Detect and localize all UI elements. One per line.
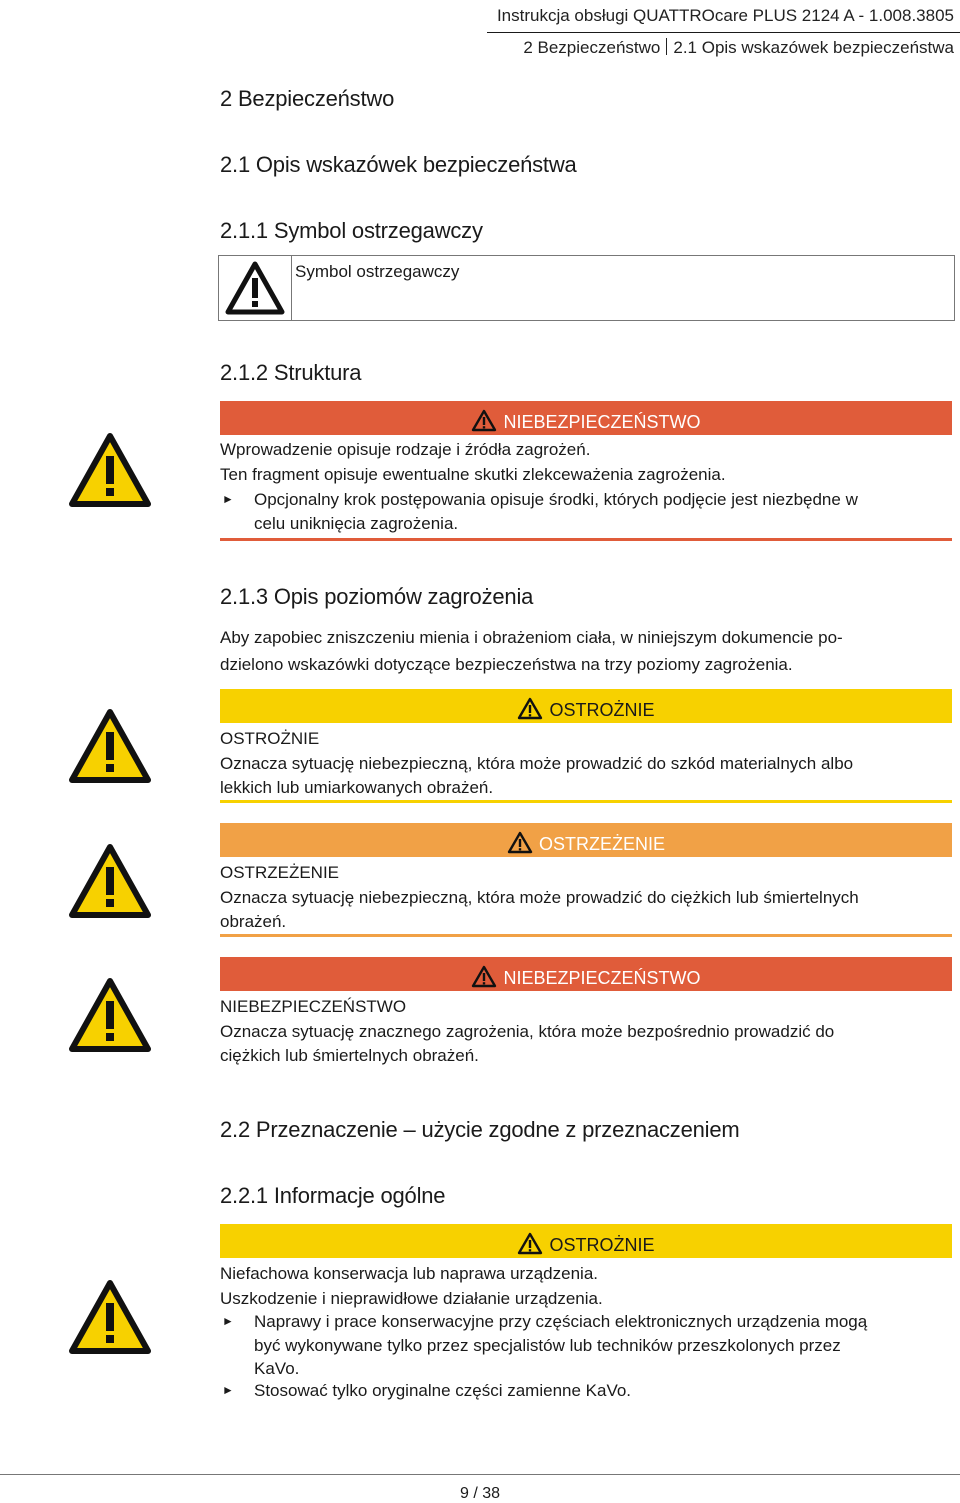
heading-safety-notes: 2.1 Opis wskazówek bezpieczeństwa [220,152,577,177]
caution-desc-line2: lekkich lub umiarkowanych obrażeń. [220,778,494,797]
warning-bottom-rule [220,934,952,937]
warning-desc-line2: obrażeń. [220,912,287,931]
warning-desc-line1: Oznacza sytuację niebezpieczną, która może prowadzić do ciężkich lub śmiertelnych [220,888,859,907]
warning-triangle-icon [219,256,292,320]
danger-level-icon [68,977,152,1053]
small-warning-icon [471,409,497,432]
general-caution-bar-label: OSTROŻNIE [549,1235,655,1255]
caution-warning-icon [68,708,152,784]
breadcrumb-subsection: 2.1 Opis wskazówek bezpieczeństwa [673,38,954,57]
danger-warning-icon [68,432,152,508]
warning-bar [220,823,952,857]
header-breadcrumb [523,38,954,58]
caution-bar [220,689,952,723]
warning-bar-label: OSTRZEŻENIE [538,834,665,854]
warning-symbol-table [218,255,955,321]
danger-level-bar-label: NIEBEZPIECZEŃSTWO [503,968,701,988]
danger-bar-label: NIEBEZPIECZEŃSTWO [503,412,701,432]
footer-divider [0,1474,960,1475]
general-caution-bar [220,1224,952,1258]
danger-desc-line2: ciężkich lub śmiertelnych obrażeń. [220,1046,479,1065]
warning-title: OSTRZEŻENIE [220,863,340,882]
heading-intended-use: 2.2 Przeznaczenie – użycie zgodne z przeznaczeniem [220,1117,740,1142]
caution-bottom-rule [220,800,952,803]
general-caution-step1-line1: Naprawy i prace konserwacyjne przy częściach elektronicznych urządzenia mogą [254,1312,868,1331]
page-number: 9 / 38 [459,1485,501,1502]
caution-bar-label: OSTROŻNIE [549,700,655,720]
breadcrumb-section: 2 Bezpieczeństwo [523,38,661,57]
header-divider [487,32,960,33]
bullet-arrow-icon: ► [222,1314,234,1328]
danger-bar [220,401,952,435]
warning-symbol-label: Symbol ostrzegawczy [295,262,460,281]
document-title: Instrukcja obsługi QUATTROcare PLUS 2124 A - 1.008.3805 [496,6,954,25]
heading-hazard-levels: 2.1.3 Opis poziomów zagrożenia [220,584,534,609]
general-caution-step1-line2: być wykonywane tylko przez specjalistów lub techników przeszkolonych przez [254,1336,841,1355]
structure-step-line2: celu uniknięcia zagrożenia. [254,514,459,533]
heading-safety: 2 Bezpieczeństwo [220,86,395,111]
danger-level-bar [220,957,952,991]
structure-step-line1: Opcjonalny krok postępowania opisuje środki, których podjęcie jest niezbędne w [254,490,858,509]
caution-desc-line1: Oznacza sytuację niebezpieczną, która może prowadzić do szkód materialnych albo [220,754,854,773]
general-caution-step2: Stosować tylko oryginalne części zamienne KaVo. [254,1381,632,1400]
bullet-arrow-icon: ► [222,1383,234,1397]
heading-structure: 2.1.2 Struktura [220,360,362,385]
heading-general-info: 2.2.1 Informacje ogólne [220,1183,446,1208]
danger-desc-line1: Oznacza sytuację znacznego zagrożenia, która może bezpośrednio prowadzić do [220,1022,835,1041]
small-warning-icon [517,697,543,720]
bullet-arrow-icon: ► [222,492,234,506]
levels-intro-line1: Aby zapobiec zniszczeniu mienia i obrażeniom ciała, w niniejszym dokumencie po- [220,628,843,647]
heading-warning-symbol: 2.1.1 Symbol ostrzegawczy [220,218,483,243]
small-warning-icon [471,965,497,988]
caution-general-icon [68,1279,152,1355]
danger-bottom-rule [220,538,952,541]
danger-title: NIEBEZPIECZEŃSTWO [220,997,407,1016]
warning-level-icon [68,843,152,919]
small-warning-icon [517,1232,543,1255]
general-caution-consequence: Uszkodzenie i nieprawidłowe działanie urządzenia. [220,1289,603,1308]
general-caution-title: Niefachowa konserwacja lub naprawa urządzenia. [220,1264,598,1283]
structure-intro: Wprowadzenie opisuje rodzaje i źródła zagrożeń. [220,440,591,459]
breadcrumb-separator [666,38,667,55]
general-caution-step1-line3: KaVo. [254,1359,300,1378]
small-warning-icon [507,831,533,854]
caution-title: OSTROŻNIE [220,729,320,748]
structure-consequence: Ten fragment opisuje ewentualne skutki zlekceważenia zagrożenia. [220,465,726,484]
levels-intro-line2: dzielono wskazówki dotyczące bezpieczeństwa na trzy poziomy zagrożenia. [220,655,793,674]
